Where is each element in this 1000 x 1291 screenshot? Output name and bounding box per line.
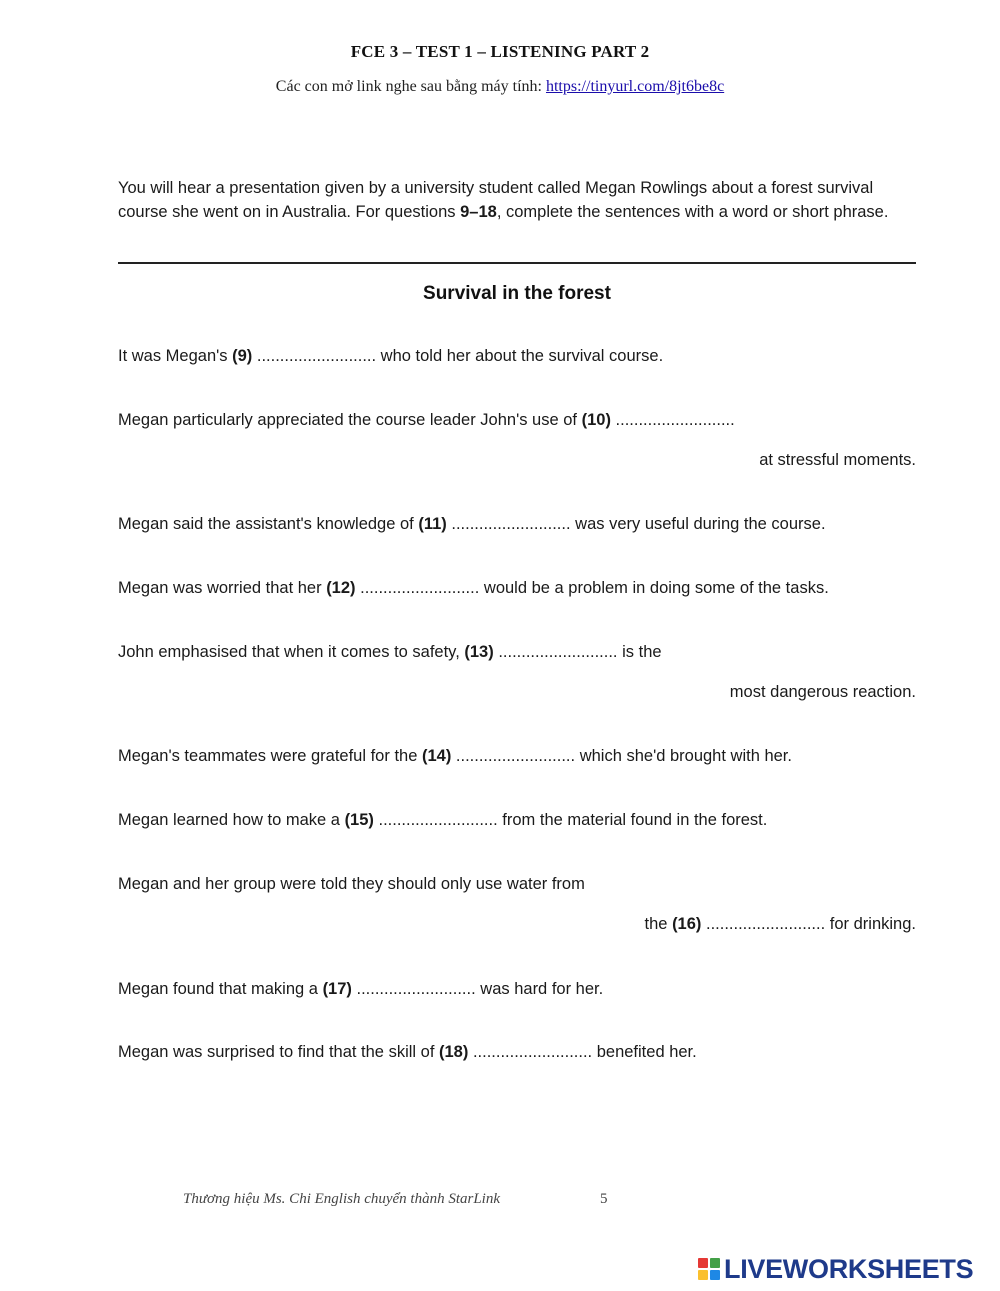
listening-link-line <box>0 78 1000 96</box>
question-text: Megan was surprised to find that the skill of <box>118 1043 439 1061</box>
instructions-text-2: , complete the sentences with a word or short phrase. <box>496 202 889 221</box>
link-prefix: Các con mở link nghe sau bằng máy tính: <box>275 78 546 95</box>
question-text: Megan's teammates were grateful for the <box>118 747 422 765</box>
question-17 <box>118 980 603 999</box>
question-10-continuation: at stressful moments. <box>759 451 916 469</box>
logo-block <box>710 1270 720 1280</box>
question-16 <box>118 875 585 894</box>
answer-blank-18[interactable]: .......................... <box>472 1043 593 1061</box>
question-text: Megan said the assistant's knowledge of <box>118 515 419 533</box>
divider <box>118 262 916 264</box>
answer-blank-13[interactable]: .......................... <box>498 643 618 661</box>
question-number: (9) <box>232 347 253 365</box>
question-number: (10) <box>581 411 611 429</box>
instructions-text-1: You will hear a presentation given by a university student called Megan Rowlings about a forest survival course she went on in Australia. For questions <box>118 179 874 221</box>
question-number: (14) <box>421 747 452 765</box>
answer-blank-14[interactable]: .......................... <box>455 747 576 765</box>
question-16-continuation <box>118 915 916 934</box>
question-10 <box>118 411 735 430</box>
instructions <box>118 177 918 224</box>
question-number: (15) <box>344 811 374 829</box>
question-text: who told her about the survival course. <box>376 347 664 365</box>
question-text: It was Megan's <box>118 347 233 365</box>
question-text: from the material found in the forest. <box>497 811 768 829</box>
question-text: Megan found that making a <box>118 980 323 998</box>
page-title: FCE 3 – TEST 1 – LISTENING PART 2 <box>350 42 650 61</box>
answer-blank-15[interactable]: .......................... <box>378 811 498 829</box>
question-range: 9–18 <box>460 202 497 221</box>
section-title: Survival in the forest <box>423 283 611 304</box>
question-text: the <box>644 915 673 933</box>
question-text: would be a problem in doing some of the tasks. <box>479 579 829 597</box>
question-13-continuation: most dangerous reaction. <box>729 683 916 701</box>
question-text: was very useful during the course. <box>570 515 826 533</box>
answer-blank-10[interactable]: .......................... <box>615 411 735 429</box>
answer-blank-9[interactable]: .......................... <box>256 347 377 365</box>
logo-block <box>698 1258 708 1268</box>
question-text: is the <box>617 643 662 661</box>
answer-blank-17[interactable]: .......................... <box>356 980 476 998</box>
question-text: John emphasised that when it comes to safety, <box>118 643 465 661</box>
question-text: Megan learned how to make a <box>118 811 345 829</box>
answer-blank-12[interactable]: .......................... <box>360 579 480 597</box>
question-number: (11) <box>418 515 447 533</box>
logo-blocks-icon <box>698 1258 720 1280</box>
question-11 <box>118 515 826 534</box>
page-number: 5 <box>600 1191 608 1207</box>
question-text: Megan particularly appreciated the course leader John's use of <box>118 411 582 429</box>
footer-brand-text: Thương hiệu Ms. Chi English chuyển thành StarLink <box>183 1191 501 1207</box>
logo-text: LIVEWORKSHEETS <box>724 1253 974 1284</box>
question-18 <box>118 1043 697 1062</box>
question-number: (16) <box>672 915 702 933</box>
answer-blank-16[interactable]: .......................... <box>706 915 826 933</box>
question-text: benefited her. <box>592 1043 697 1061</box>
question-15 <box>118 811 767 830</box>
question-number: (18) <box>439 1043 469 1061</box>
logo-block <box>698 1270 708 1280</box>
question-12 <box>118 579 829 598</box>
question-text: Megan and her group were told they should only use water from <box>118 875 585 893</box>
question-9 <box>118 347 663 366</box>
question-13 <box>118 643 662 662</box>
logo-block <box>710 1258 720 1268</box>
question-text: was hard for her. <box>475 980 604 998</box>
question-number: (13) <box>464 643 494 661</box>
question-14 <box>118 747 792 766</box>
liveworksheets-logo[interactable] <box>698 1252 994 1286</box>
question-number: (12) <box>326 579 356 597</box>
question-text: which she'd brought with her. <box>575 747 792 765</box>
question-text: for drinking. <box>825 915 916 933</box>
audio-link[interactable]: https://tinyurl.com/8jt6be8c <box>545 78 725 95</box>
question-text: Megan was worried that her <box>118 579 327 597</box>
question-number: (17) <box>322 980 352 998</box>
answer-blank-11[interactable]: .......................... <box>451 515 571 533</box>
